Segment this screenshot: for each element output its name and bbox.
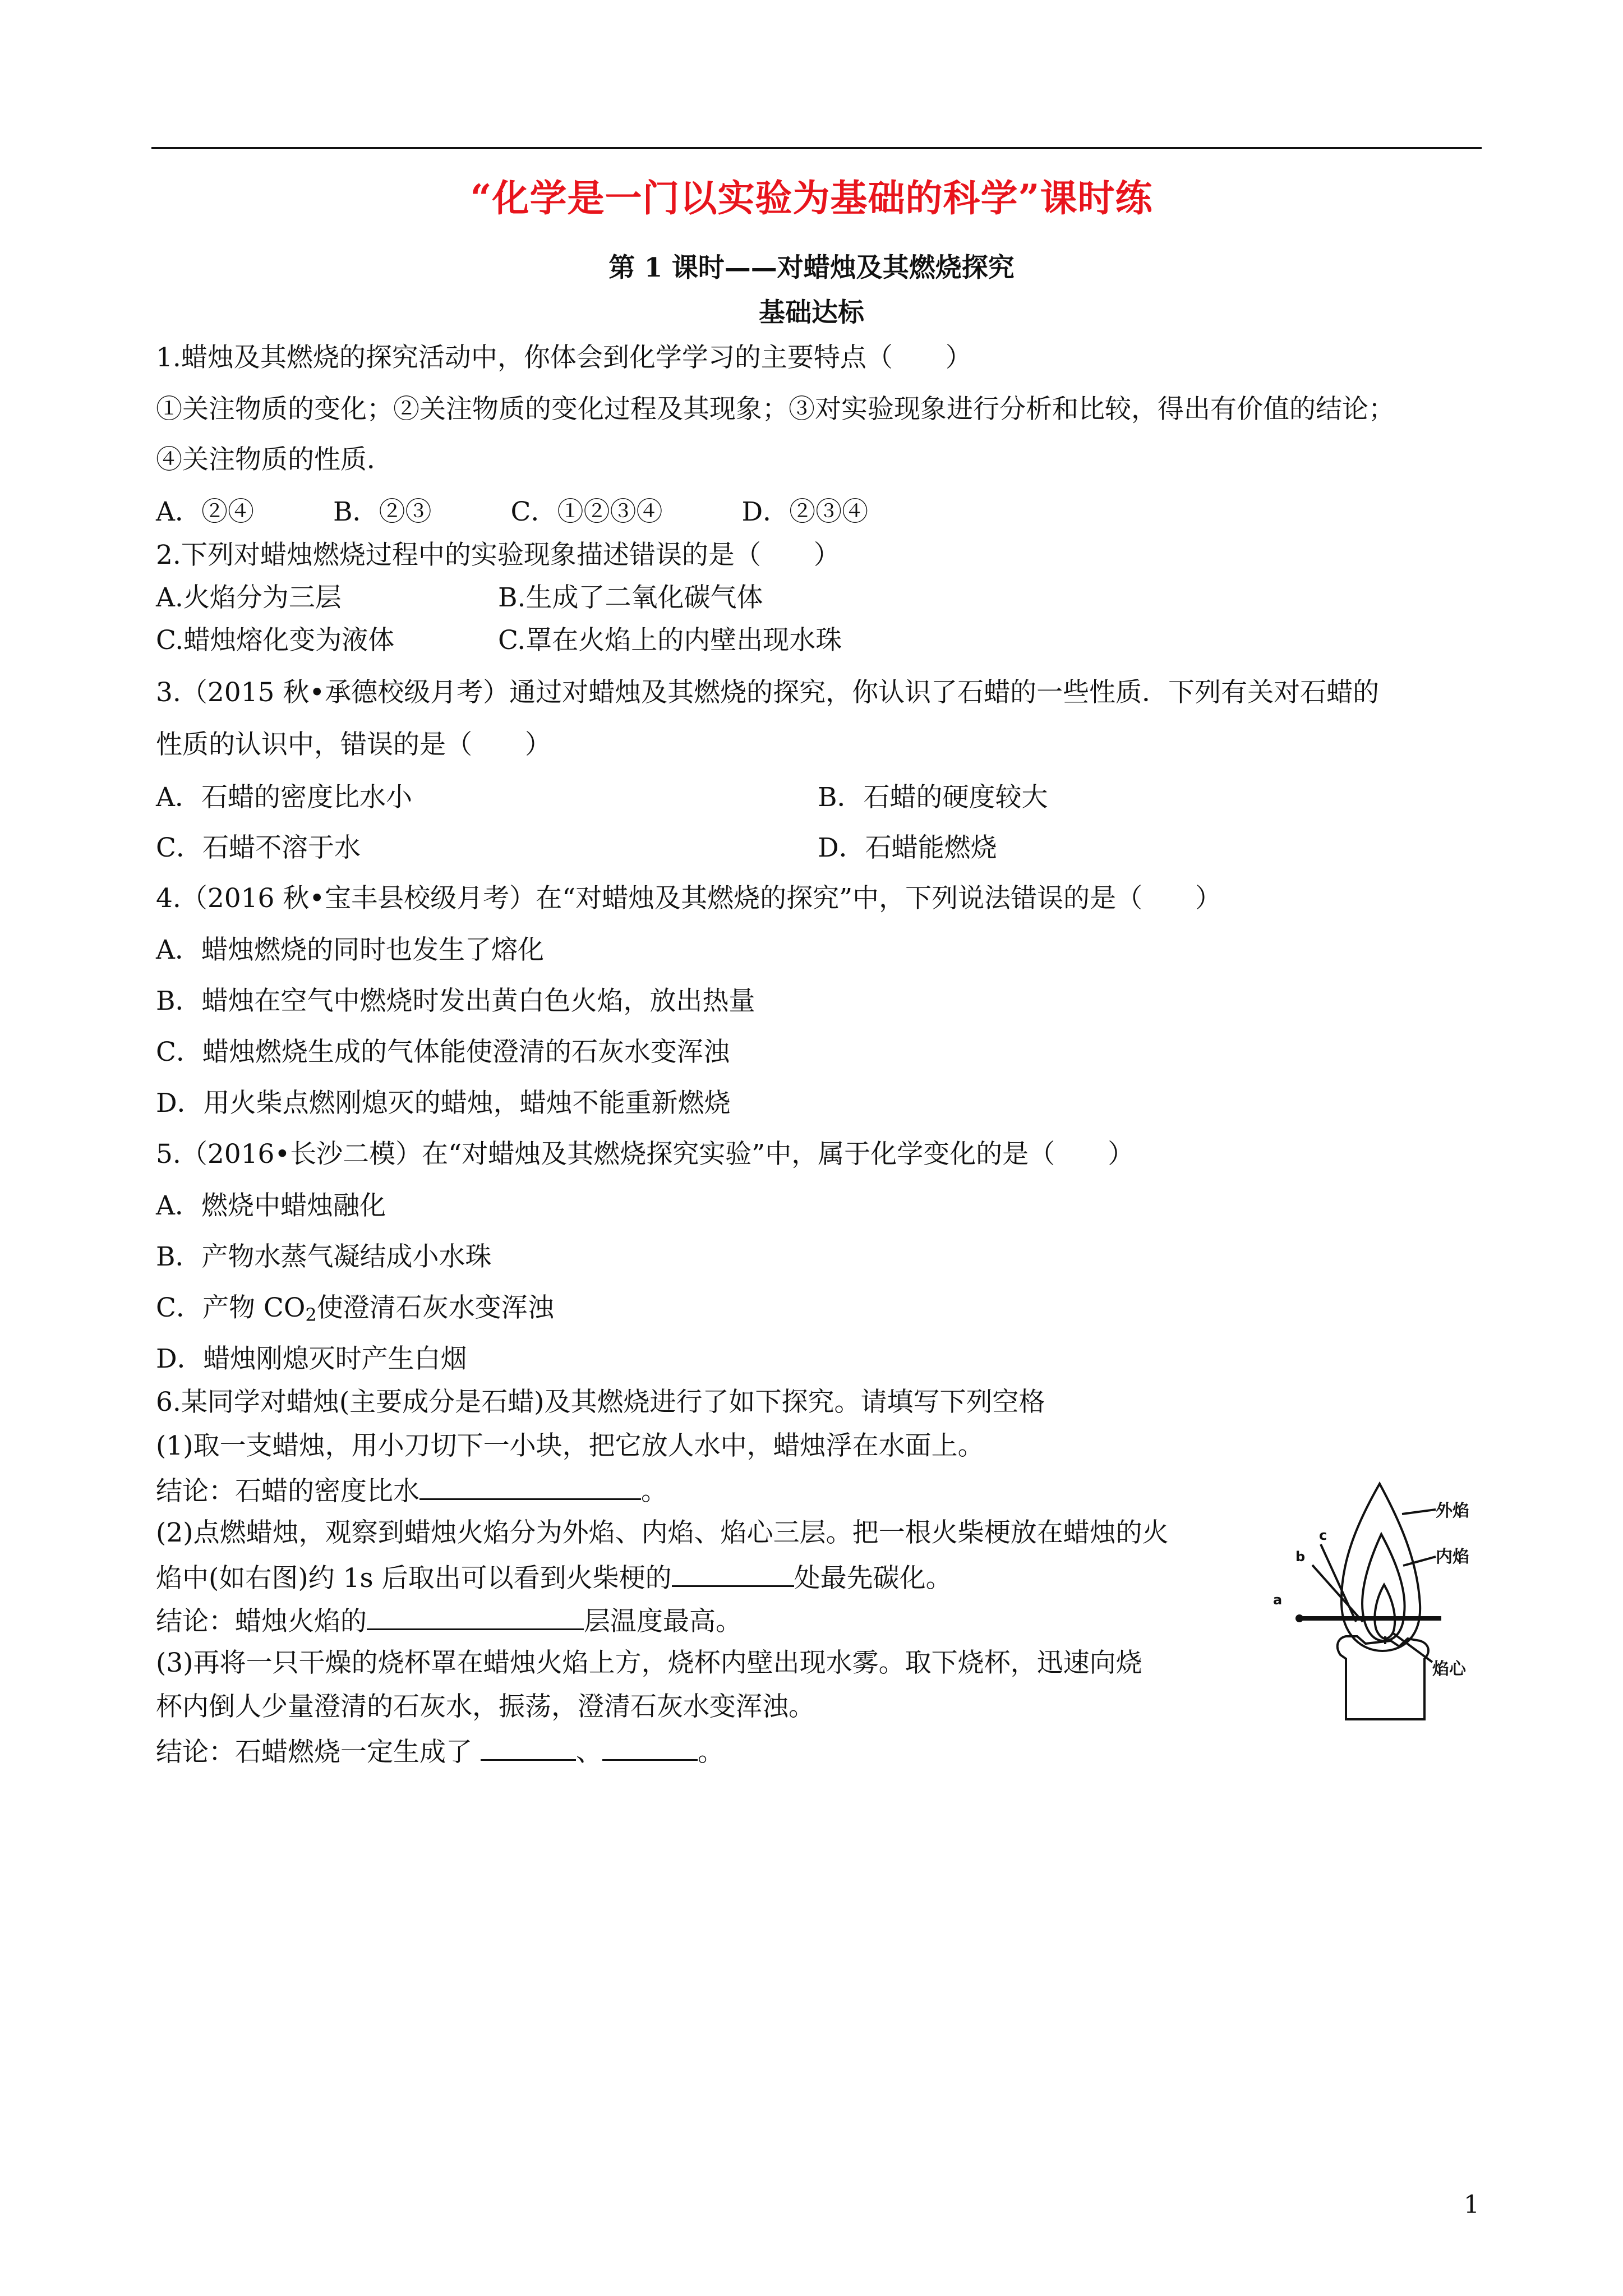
answer-blank[interactable] [602, 1733, 698, 1761]
q6-conclusion2: 结论：蜡烛火焰的 层温度最高。 [156, 1603, 742, 1639]
q6-part2-line1: (2)点燃蜡烛，观察到蜡烛火焰分为外焰、内焰、焰心三层。把一根火柴梗放在蜡烛的火 [156, 1517, 1169, 1548]
candle-icon [1312, 1484, 1436, 1719]
q5-stem: 5.（2016•长沙二模）在“对蜡烛及其燃烧探究实验”中，属于化学变化的是（ ） [156, 1139, 1135, 1170]
q6-part1: (1)取一支蜡烛，用小刀切下一小块，把它放人水中，蜡烛浮在水面上。 [156, 1430, 984, 1461]
q3-option-a: A．石蜡的密度比水小 [156, 782, 412, 813]
q3-option-b: B．石蜡的硬度较大 [818, 782, 1048, 813]
q3-stem-line2: 性质的认识中，错误的是（ ） [156, 729, 551, 760]
q1-options: A．②④ B．②③ C．①②③④ D．②③④ [156, 496, 869, 527]
q6-stem: 6.某同学对蜡烛(主要成分是石蜡)及其燃烧进行了如下探究。请填写下列空格 [156, 1387, 1045, 1418]
q3-option-d: D．石蜡能燃烧 [818, 832, 997, 863]
section-title: 基础达标 [759, 297, 864, 328]
label-inner-flame: 内焰 [1436, 1547, 1469, 1567]
q5-option-b: B．产物水蒸气凝结成小水珠 [156, 1241, 492, 1272]
lesson-title: 第 1 课时——对蜡烛及其燃烧探究 [608, 252, 1015, 283]
matchstick-icon [1298, 1616, 1441, 1621]
q4-option-c: C．蜡烛燃烧生成的气体能使澄清的石灰水变浑浊 [156, 1037, 730, 1068]
page-title: “化学是一门以实验为基础的科学”课时练 [470, 176, 1153, 220]
label-b: b [1295, 1549, 1306, 1565]
q6-part3-line2: 杯内倒人少量澄清的石灰水，振荡，澄清石灰水变浑浊。 [156, 1691, 815, 1722]
q2-option-b: B.生成了二氧化碳气体 [498, 582, 763, 613]
q5-option-a: A．燃烧中蜡烛融化 [156, 1190, 386, 1221]
q6-part2-line2: 焰中(如右图)约 1s 后取出可以看到火柴梗的 处最先碳化。 [156, 1559, 952, 1595]
q1-items-line2: ④关注物质的性质． [156, 444, 393, 475]
q4-option-a: A．蜡烛燃烧的同时也发生了熔化 [156, 935, 544, 965]
page-number: 1 [1464, 2191, 1479, 2219]
q6-conclusion1: 结论：石蜡的密度比水 。 [156, 1473, 667, 1508]
q1-items-line1: ①关注物质的变化；②关注物质的变化过程及其现象；③对实验现象进行分析和比较，得出有价值的结论； [156, 394, 1395, 425]
label-flame-core: 焰心 [1432, 1659, 1466, 1679]
q2-option-d: C.罩在火焰上的内壁出现水珠 [498, 625, 842, 656]
q4-option-b: B．蜡烛在空气中燃烧时发出黄白色火焰，放出热量 [156, 986, 755, 1016]
q2-option-a: A.火焰分为三层 [156, 582, 342, 613]
q5-option-c: C．产物 $CO_2$使澄清石灰水变浑浊 [156, 1292, 554, 1326]
q1-stem: 1.蜡烛及其燃烧的探究活动中，你体会到化学学习的主要特点（ ） [156, 342, 972, 373]
q2-option-c: C.蜡烛熔化变为液体 [156, 625, 395, 656]
q6-part3-line1: (3)再将一只干燥的烧杯罩在蜡烛火焰上方，烧杯内壁出现水雾。取下烧杯，迅速向烧 [156, 1648, 1142, 1678]
q3-option-c: C．石蜡不溶于水 [156, 832, 361, 863]
q6-conclusion3: 结论：石蜡燃烧一定生成了 、 。 [156, 1733, 724, 1769]
label-a: a [1273, 1592, 1283, 1608]
candle-flame-diagram [1273, 1473, 1497, 1725]
header-rule [151, 147, 1482, 149]
label-outer-flame: 外焰 [1436, 1501, 1469, 1521]
label-c: c [1319, 1527, 1327, 1543]
q2-stem: 2.下列对蜡烛燃烧过程中的实验现象描述错误的是（ ） [156, 540, 840, 570]
q5-option-d: D．蜡烛刚熄灭时产生白烟 [156, 1343, 467, 1374]
q4-stem: 4.（2016 秋•宝丰县校级月考）在“对蜡烛及其燃烧的探究”中，下列说法错误的是（ ） [156, 883, 1222, 914]
answer-blank[interactable] [672, 1559, 794, 1587]
answer-blank[interactable] [481, 1733, 576, 1761]
q3-stem-line1: 3.（2015 秋•承德校级月考）通过对蜡烛及其燃烧的探究，你认识了石蜡的一些性质．下列有关对石蜡的 [156, 677, 1380, 708]
answer-blank[interactable] [367, 1603, 584, 1630]
answer-blank[interactable] [419, 1473, 641, 1500]
q4-option-d: D．用火柴点燃刚熄灭的蜡烛，蜡烛不能重新燃烧 [156, 1088, 731, 1119]
